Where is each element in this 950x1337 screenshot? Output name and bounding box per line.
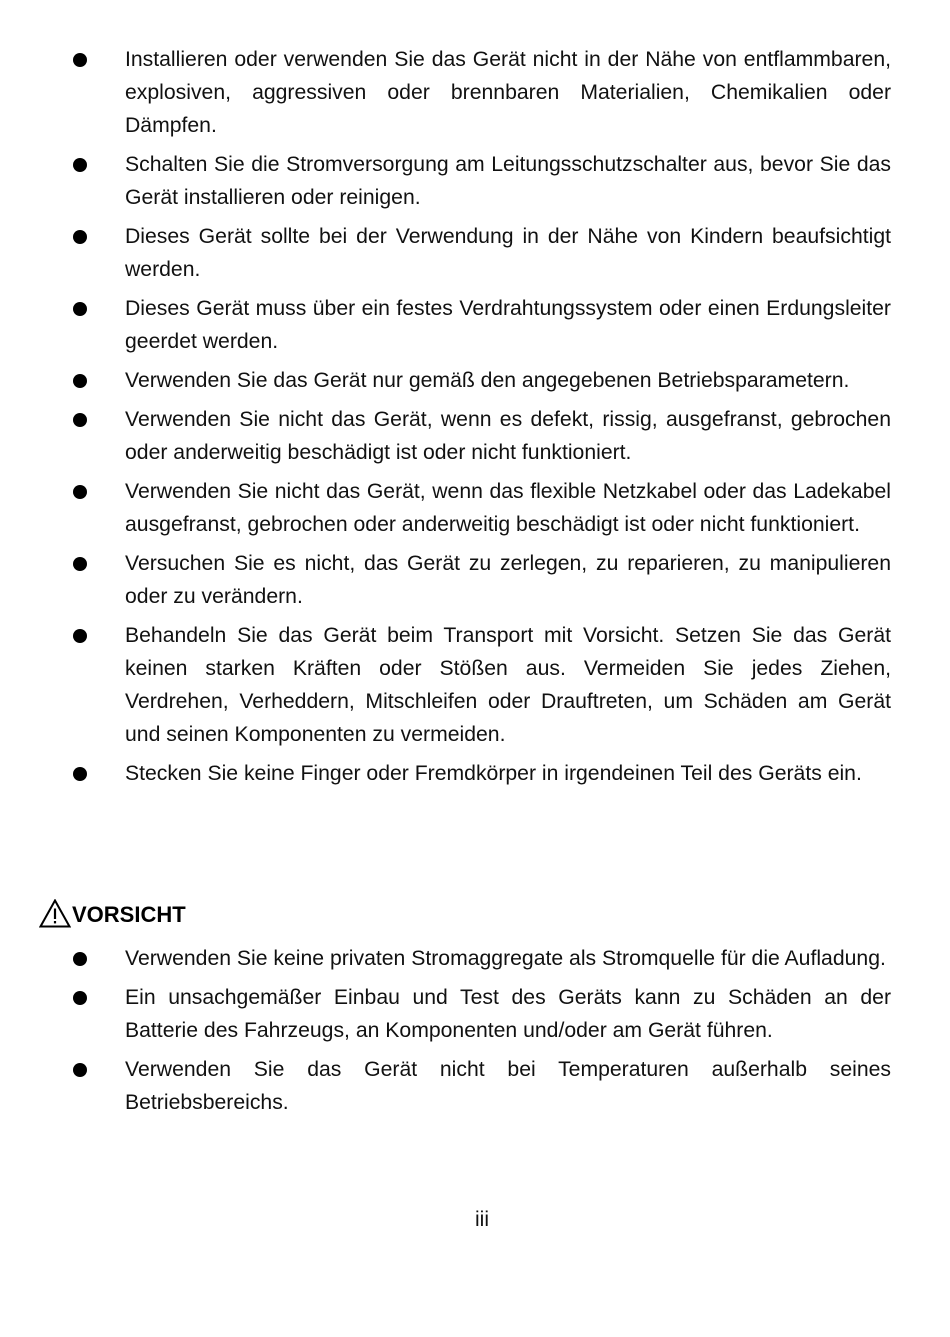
list-item <box>0 148 891 214</box>
bullet-icon <box>73 230 87 244</box>
list-item <box>0 403 891 469</box>
bullet-icon <box>73 302 87 316</box>
caution-text: Ein unsachgemäßer Einbau und Test des Geräts kann zu Schäden an der Batterie des Fahrzeugs, an Komponenten und/oder am Gerät führen. <box>125 986 891 1042</box>
warning-text: Schalten Sie die Stromversorgung am Leitungsschutzschalter aus, bevor Sie das Gerät installieren oder reinigen. <box>125 153 891 209</box>
list-item <box>0 475 891 541</box>
bullet-icon <box>73 53 87 67</box>
warnings-list <box>0 43 950 796</box>
page-number: iii <box>475 1208 489 1231</box>
caution-text: Verwenden Sie keine privaten Stromaggregate als Stromquelle für die Aufladung. <box>125 947 886 970</box>
warning-text: Dieses Gerät sollte bei der Verwendung in der Nähe von Kindern beaufsichtigt werden. <box>125 225 891 281</box>
bullet-icon <box>73 158 87 172</box>
warning-text: Versuchen Sie es nicht, das Gerät zu zerlegen, zu reparieren, zu manipulieren oder zu verändern. <box>125 552 891 608</box>
warning-text: Verwenden Sie das Gerät nur gemäß den angegebenen Betriebsparametern. <box>125 369 850 392</box>
list-item <box>0 981 891 1047</box>
bullet-icon <box>73 629 87 643</box>
warning-text: Behandeln Sie das Gerät beim Transport mit Vorsicht. Setzen Sie das Gerät keinen starken Kräften oder Stößen aus. Vermeiden Sie jedes Ziehen, Verdrehen, Verheddern, Mitschleifen oder Drauftreten, um Schäden am Gerät und seinen Komponenten zu vermeiden. <box>125 624 891 746</box>
list-item <box>0 43 891 142</box>
bullet-icon <box>73 374 87 388</box>
caution-list <box>0 942 950 1125</box>
list-item <box>0 547 891 613</box>
bullet-icon <box>73 952 87 966</box>
warning-text: Stecken Sie keine Finger oder Fremdkörper in irgendeinen Teil des Geräts ein. <box>125 762 862 785</box>
list-item <box>0 364 891 397</box>
warning-text: Installieren oder verwenden Sie das Gerät nicht in der Nähe von entflammbaren, explosiven, aggressiven oder brennbaren Materialien, Chemikalien oder Dämpfen. <box>125 48 891 137</box>
warning-triangle-icon <box>39 899 71 928</box>
warning-text: Verwenden Sie nicht das Gerät, wenn es defekt, rissig, ausgefranst, gebrochen oder anderweitig beschädigt ist oder nicht funktioniert. <box>125 408 891 464</box>
warning-text: Dieses Gerät muss über ein festes Verdrahtungssystem oder einen Erdungsleiter geerdet werden. <box>125 297 891 353</box>
caution-title: VORSICHT <box>72 902 186 927</box>
list-item <box>0 292 891 358</box>
bullet-icon <box>73 767 87 781</box>
bullet-icon <box>73 485 87 499</box>
bullet-icon <box>73 557 87 571</box>
caution-text: Verwenden Sie das Gerät nicht bei Temperaturen außerhalb seines Betriebsbereichs. <box>125 1058 891 1114</box>
list-item <box>0 757 891 790</box>
bullet-icon <box>73 1063 87 1077</box>
bullet-icon <box>73 991 87 1005</box>
bullet-icon <box>73 413 87 427</box>
list-item <box>0 619 891 751</box>
list-item <box>0 1053 891 1119</box>
list-item <box>0 220 891 286</box>
caution-heading <box>39 898 186 932</box>
list-item <box>0 942 891 975</box>
warning-text: Verwenden Sie nicht das Gerät, wenn das flexible Netzkabel oder das Ladekabel ausgefranst, gebrochen oder anderweitig beschädigt ist oder nicht funktioniert. <box>125 480 891 536</box>
